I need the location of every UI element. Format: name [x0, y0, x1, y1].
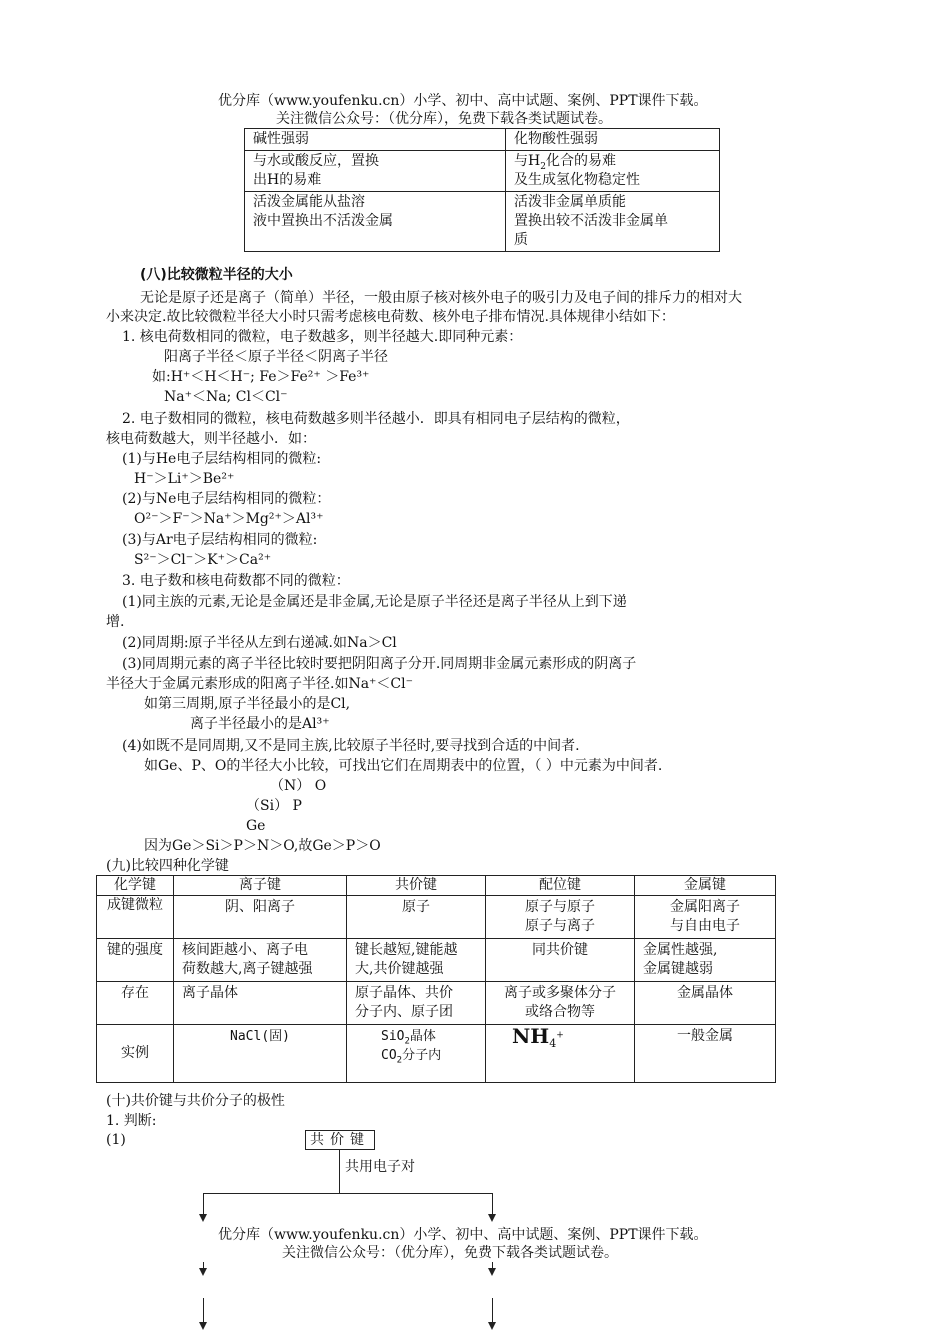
section8-title: (八)比较微粒半径的大小	[140, 267, 293, 283]
bond-cell: SiO$_2$晶体 $CO_2$分子内	[347, 1025, 486, 1083]
bond-cell: 一般金属	[635, 1025, 776, 1083]
section10-title: (十)共价键与共价分子的极性	[106, 1093, 285, 1109]
group-rule-2: (2)同周期:原子半径从左到右递减.如Na＞Cl	[122, 635, 397, 651]
header-line-2: 关注微信公众号：（优分库），免费下载各类试题试卷。	[276, 111, 612, 127]
bond-cell: 离子晶体	[174, 982, 347, 1025]
rule-1-b: 如:H⁺＜H＜H⁻; Fe＞Fe²⁺ ＞Fe³⁺	[152, 369, 370, 385]
chemical-bond-table	[96, 875, 776, 1083]
group-rule-3-d: 离子半径最小的是Al³⁺	[190, 716, 330, 732]
bond-cell: $NH_4^+$	[486, 1025, 635, 1083]
bond-cell: NaCl(固)	[174, 1025, 347, 1083]
group-rule-3-c: 如第三周期,原子半径最小的是Cl,	[144, 696, 351, 712]
periodic-position-1: （N） O	[270, 778, 327, 794]
bond-head: 金属键	[635, 876, 776, 896]
bond-cell: 原子	[347, 896, 486, 939]
bond-cell: 同共价键	[486, 939, 635, 982]
diagram-line	[492, 1298, 493, 1322]
conclusion: 因为Ge＞Si＞P＞N＞O,故Ge＞P＞O	[144, 838, 381, 854]
ar-example: S²⁻＞Cl⁻＞K⁺＞Ca²⁺	[134, 552, 272, 568]
arrow-down-icon	[199, 1268, 207, 1276]
group-rule-3-b: 半径大于金属元素形成的阳离子半径.如Na⁺＜Cl⁻	[106, 676, 414, 692]
arrow-down-icon	[199, 1214, 207, 1222]
arrow-down-icon	[199, 1322, 207, 1330]
covalent-bond-box: 共价键	[305, 1130, 375, 1150]
group-rule-4-a: 如Ge、P、O的半径大小比较，可找出它们在周期表中的位置，（ ）中元素为中间者.	[144, 758, 663, 774]
item-1-label: (1)	[106, 1132, 126, 1148]
judge-label: 1. 判断:	[106, 1113, 157, 1129]
rule-1: 1. 核电荷数相同的微粒，电子数越多，则半径越大.即同种元素：	[122, 329, 523, 345]
bond-row-label: 存在	[97, 982, 174, 1025]
section9-title: (九)比较四种化学键	[106, 858, 229, 874]
rule-3: 3. 电子数和核电荷数都不同的微粒：	[122, 573, 350, 589]
group-rule-4: (4)如既不是同周期,又不是同主族,比较原子半径时,要寻找到合适的中间者.	[122, 738, 580, 754]
bond-cell: 离子或多聚体分子 或络合物等	[486, 982, 635, 1025]
ne-example: O²⁻＞F⁻＞Na⁺＞Mg²⁺＞Al³⁺	[134, 511, 324, 527]
diagram-line	[492, 1193, 493, 1215]
bond-cell: 金属阳离子 与自由电子	[635, 896, 776, 939]
table1-cell: 与水或酸反应，置换 出H的易难	[245, 151, 506, 192]
footer-line-1: 优分库（www.youfenku.cn）小学、初中、高中试题、案例、PPT课件下载。	[218, 1227, 708, 1243]
table1-head-2: 化物酸性强弱	[506, 129, 720, 151]
rule-1-a: 阳离子半径＜原子半径＜阴离子半径	[164, 349, 388, 365]
he-structure: (1)与He电子层结构相同的微粒:	[122, 451, 322, 467]
table1-cell: 活泼非金属单质能 置换出较不活泼非金属单 质	[506, 192, 720, 252]
diagram-line	[203, 1193, 493, 1194]
group-rule-1: (1)同主族的元素,无论是金属还是非金属,无论是原子半径还是离子半径从上到下递	[122, 594, 627, 610]
ne-structure: (2)与Ne电子层结构相同的微粒：	[122, 491, 331, 507]
diagram-line	[203, 1298, 204, 1322]
bond-cell: 原子与原子 原子与离子	[486, 896, 635, 939]
header-line-1: 优分库（www.youfenku.cn）小学、初中、高中试题、案例、PPT课件下载。	[218, 93, 708, 109]
footer-line-2: 关注微信公众号：（优分库），免费下载各类试题试卷。	[282, 1245, 618, 1261]
bond-row-label: 键的强度	[97, 939, 174, 982]
bond-cell: 阴、阳离子	[174, 896, 347, 939]
periodic-position-3: Ge	[246, 818, 266, 834]
bond-head: 化学键	[97, 876, 174, 896]
table1-cell: 活泼金属能从盐溶 液中置换出不活泼金属	[245, 192, 506, 252]
diagram-line	[339, 1150, 340, 1194]
arrow-down-icon	[488, 1268, 496, 1276]
table1-head-1: 碱性强弱	[245, 129, 506, 151]
bond-cell: 键长越短,键能越 大,共价键越强	[347, 939, 486, 982]
acidity-basicity-table	[244, 128, 720, 252]
paragraph: 小来决定.故比较微粒半径大小时只需考虑核电荷数、核外电子排布情况.具体规律小结如下：	[106, 309, 675, 325]
group-rule-3: (3)同周期元素的离子半径比较时要把阴阳离子分开.同周期非金属元素形成的阴离子	[122, 656, 637, 672]
shared-electron-pair: 共用电子对	[345, 1159, 415, 1175]
bond-cell: 金属晶体	[635, 982, 776, 1025]
periodic-position-2: （Si） P	[246, 798, 302, 814]
arrow-down-icon	[488, 1214, 496, 1222]
he-example: H⁻＞Li⁺＞Be²⁺	[134, 471, 235, 487]
paragraph: 无论是原子还是离子（简单）半径，一般由原子核对核外电子的吸引力及电子间的排斥力的相对大	[140, 290, 742, 306]
bond-head: 共价键	[347, 876, 486, 896]
bond-head: 配位键	[486, 876, 635, 896]
bond-cell: 金属性越强, 金属键越弱	[635, 939, 776, 982]
bond-row-label: 实例	[97, 1025, 174, 1083]
table1-cell: 与$H_2$化合的易难 及生成氢化物稳定性	[506, 151, 720, 192]
rule-2: 2. 电子数相同的微粒，核电荷数越多则半径越小．即具有相同电子层结构的微粒，	[122, 411, 630, 427]
bond-cell: 核间距越小、离子电 荷数越大,离子键越强	[174, 939, 347, 982]
bond-cell: 原子晶体、共价 分子内、原子团	[347, 982, 486, 1025]
bond-head: 离子键	[174, 876, 347, 896]
bond-row-label: 成键微粒	[97, 896, 174, 939]
arrow-down-icon	[488, 1322, 496, 1330]
ar-structure: (3)与Ar电子层结构相同的微粒:	[122, 532, 318, 548]
diagram-line	[203, 1193, 204, 1215]
group-rule-1-b: 增.	[106, 614, 125, 630]
rule-1-c: Na⁺＜Na; Cl＜Cl⁻	[164, 389, 288, 405]
rule-2-b: 核电荷数越大，则半径越小．如：	[106, 431, 316, 447]
